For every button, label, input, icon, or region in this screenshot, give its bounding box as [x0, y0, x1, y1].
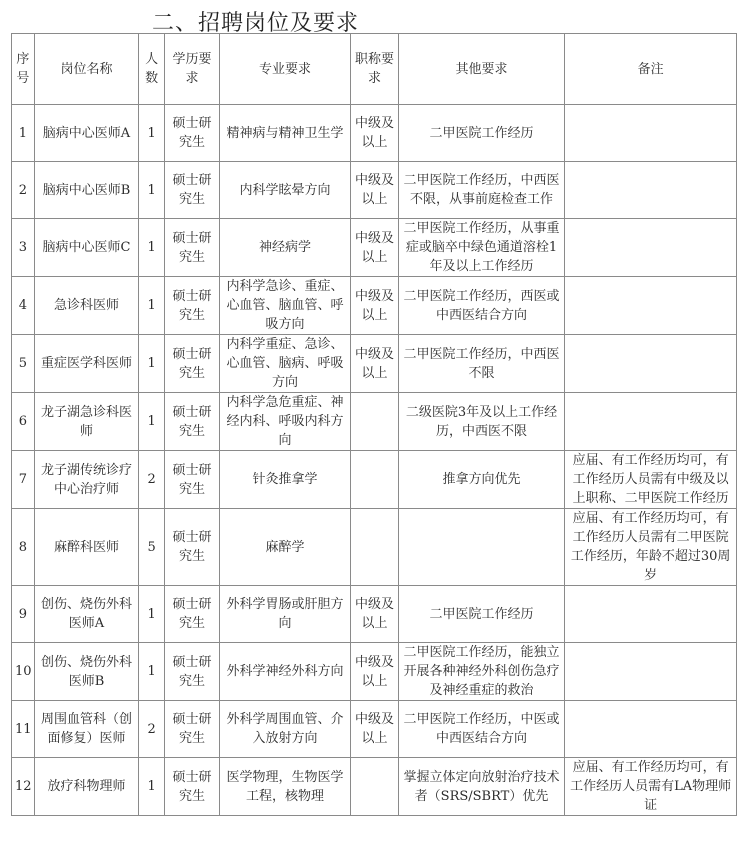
cell-count: 1 — [139, 643, 165, 701]
cell-major: 外科学周围血管、介入放射方向 — [219, 701, 350, 758]
cell-other: 二甲医院工作经历，西医或中西医结合方向 — [398, 277, 565, 335]
cell-note — [565, 277, 737, 335]
header-note: 备注 — [565, 34, 737, 105]
cell-education: 硕士研究生 — [165, 643, 220, 701]
section-heading: 二、招聘岗位及要求 — [152, 11, 360, 36]
cell-major: 内科学重症、急诊、心血管、脑病、呼吸方向 — [219, 335, 350, 393]
cell-major: 内科学急诊、重症、心血管、脑血管、呼吸方向 — [219, 277, 350, 335]
cell-major: 内科学急危重症、神经内科、呼吸内科方向 — [219, 393, 350, 451]
header-no: 序号 — [12, 34, 35, 105]
cell-count: 1 — [139, 335, 165, 393]
recruitment-table — [11, 33, 737, 816]
table-row — [12, 335, 737, 393]
cell-education: 硕士研究生 — [165, 277, 220, 335]
cell-major: 外科学胃肠或肝胆方向 — [219, 586, 350, 643]
cell-note: 应届、有工作经历均可，有工作经历人员需有二甲医院工作经历，年龄不超过30周岁 — [565, 509, 737, 586]
cell-title: 中级及以上 — [351, 701, 399, 758]
cell-count: 1 — [139, 162, 165, 219]
cell-name: 周围血管科（创面修复）医师 — [34, 701, 138, 758]
cell-count: 1 — [139, 277, 165, 335]
cell-other: 二甲医院工作经历，中西医不限 — [398, 335, 565, 393]
cell-count: 1 — [139, 758, 165, 816]
cell-education: 硕士研究生 — [165, 393, 220, 451]
cell-count: 1 — [139, 105, 165, 162]
cell-no: 6 — [12, 393, 35, 451]
header-education: 学历要求 — [165, 34, 220, 105]
header-title: 职称要求 — [351, 34, 399, 105]
cell-note — [565, 219, 737, 277]
cell-other: 二级医院3年及以上工作经历，中西医不限 — [398, 393, 565, 451]
cell-note — [565, 105, 737, 162]
table-row — [12, 701, 737, 758]
cell-other: 二甲医院工作经历 — [398, 105, 565, 162]
cell-note — [565, 701, 737, 758]
cell-major: 麻醉学 — [219, 509, 350, 586]
cell-education: 硕士研究生 — [165, 586, 220, 643]
cell-name: 创伤、烧伤外科医师A — [34, 586, 138, 643]
cell-major: 医学物理，生物医学工程，核物理 — [219, 758, 350, 816]
cell-note — [565, 335, 737, 393]
table-row — [12, 162, 737, 219]
cell-other: 二甲医院工作经历，中医或中西医结合方向 — [398, 701, 565, 758]
cell-other: 二甲医院工作经历，能独立开展各种神经外科创伤急疗及神经重症的救治 — [398, 643, 565, 701]
cell-title — [351, 758, 399, 816]
cell-major: 针灸推拿学 — [219, 451, 350, 509]
cell-note: 应届、有工作经历均可，有工作经历人员需有中级及以上职称、二甲医院工作经历 — [565, 451, 737, 509]
cell-education: 硕士研究生 — [165, 758, 220, 816]
header-major: 专业要求 — [219, 34, 350, 105]
table-row — [12, 451, 737, 509]
cell-name: 脑病中心医师C — [34, 219, 138, 277]
cell-count: 1 — [139, 219, 165, 277]
cell-other: 二甲医院工作经历，从事重症或脑卒中绿色通道溶栓1年及以上工作经历 — [398, 219, 565, 277]
cell-other: 二甲医院工作经历 — [398, 586, 565, 643]
cell-no: 4 — [12, 277, 35, 335]
cell-other: 掌握立体定向放射治疗技术者（SRS/SBRT）优先 — [398, 758, 565, 816]
cell-title: 中级及以上 — [351, 105, 399, 162]
cell-title: 中级及以上 — [351, 162, 399, 219]
cell-other: 二甲医院工作经历，中西医不限，从事前庭检查工作 — [398, 162, 565, 219]
cell-no: 3 — [12, 219, 35, 277]
table-row — [12, 219, 737, 277]
cell-note — [565, 643, 737, 701]
cell-major: 内科学眩晕方向 — [219, 162, 350, 219]
cell-note: 应届、有工作经历均可，有工作经历人员需有LA物理师证 — [565, 758, 737, 816]
cell-education: 硕士研究生 — [165, 451, 220, 509]
cell-major: 外科学神经外科方向 — [219, 643, 350, 701]
cell-education: 硕士研究生 — [165, 162, 220, 219]
cell-title: 中级及以上 — [351, 643, 399, 701]
cell-count: 1 — [139, 586, 165, 643]
table-row — [12, 586, 737, 643]
cell-title — [351, 451, 399, 509]
cell-other — [398, 509, 565, 586]
cell-education: 硕士研究生 — [165, 335, 220, 393]
cell-name: 龙子湖急诊科医师 — [34, 393, 138, 451]
cell-count: 2 — [139, 701, 165, 758]
cell-title: 中级及以上 — [351, 335, 399, 393]
cell-no: 9 — [12, 586, 35, 643]
table-row — [12, 643, 737, 701]
cell-note — [565, 586, 737, 643]
cell-note — [565, 393, 737, 451]
cell-no: 10 — [12, 643, 35, 701]
cell-name: 脑病中心医师B — [34, 162, 138, 219]
table-row — [12, 393, 737, 451]
cell-title — [351, 509, 399, 586]
cell-other: 推拿方向优先 — [398, 451, 565, 509]
header-count: 人数 — [139, 34, 165, 105]
cell-title — [351, 393, 399, 451]
cell-name: 麻醉科医师 — [34, 509, 138, 586]
cell-count: 1 — [139, 393, 165, 451]
cell-name: 急诊科医师 — [34, 277, 138, 335]
cell-no: 12 — [12, 758, 35, 816]
cell-major: 神经病学 — [219, 219, 350, 277]
table-header-row — [12, 34, 737, 105]
cell-count: 5 — [139, 509, 165, 586]
cell-title: 中级及以上 — [351, 277, 399, 335]
cell-name: 龙子湖传统诊疗中心治疗师 — [34, 451, 138, 509]
table-row — [12, 105, 737, 162]
cell-no: 11 — [12, 701, 35, 758]
table-row — [12, 758, 737, 816]
table-row — [12, 509, 737, 586]
cell-name: 创伤、烧伤外科医师B — [34, 643, 138, 701]
cell-name: 重症医学科医师 — [34, 335, 138, 393]
cell-education: 硕士研究生 — [165, 219, 220, 277]
cell-major: 精神病与精神卫生学 — [219, 105, 350, 162]
cell-count: 2 — [139, 451, 165, 509]
header-other: 其他要求 — [398, 34, 565, 105]
cell-no: 5 — [12, 335, 35, 393]
cell-no: 8 — [12, 509, 35, 586]
cell-no: 2 — [12, 162, 35, 219]
cell-name: 脑病中心医师A — [34, 105, 138, 162]
table-row — [12, 277, 737, 335]
header-name: 岗位名称 — [34, 34, 138, 105]
cell-education: 硕士研究生 — [165, 701, 220, 758]
cell-name: 放疗科物理师 — [34, 758, 138, 816]
cell-education: 硕士研究生 — [165, 105, 220, 162]
cell-title: 中级及以上 — [351, 219, 399, 277]
cell-title: 中级及以上 — [351, 586, 399, 643]
cell-education: 硕士研究生 — [165, 509, 220, 586]
cell-no: 1 — [12, 105, 35, 162]
cell-note — [565, 162, 737, 219]
cell-no: 7 — [12, 451, 35, 509]
